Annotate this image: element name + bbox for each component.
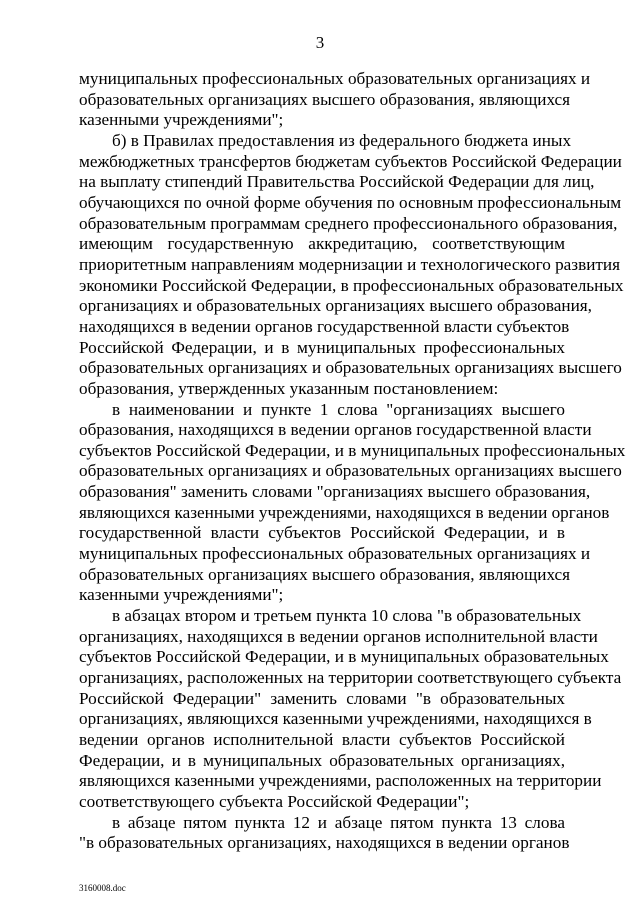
text-line: образования" заменить словами "организациях высшего образования, xyxy=(79,482,591,502)
text-line: в абзацах втором и третьем пункта 10 слова "в образовательных xyxy=(112,606,582,626)
text-line: казенными учреждениями"; xyxy=(79,110,284,130)
text-line: муниципальных профессиональных образовательных организациях и xyxy=(79,544,591,564)
paragraph xyxy=(79,812,570,854)
text-line: образования, утвержденных указанным постановлением: xyxy=(79,378,499,398)
text-line: б) в Правилах предоставления из федерального бюджета иных xyxy=(112,130,572,150)
text-line: приоритетным направлениям модернизации и технологического развития xyxy=(79,254,621,274)
text-line: Российской Федерации" заменить словами "в образовательных xyxy=(79,688,565,708)
text-line: ведении органов исполнительной власти субъектов Российской xyxy=(79,730,565,749)
text-line: образовательных организациях и образовательных организациях высшего xyxy=(79,461,622,481)
text-line: организациях, расположенных на территории соответствующего субъекта xyxy=(79,668,622,688)
text-line: в абзаце пятом пункта 12 и абзаце пятом пункта 13 слова xyxy=(112,812,565,832)
text-line: "в образовательных организациях, находящихся в ведении органов xyxy=(79,833,570,853)
footer-file-name: 3160008.doc xyxy=(79,883,126,893)
text-line: на выплату стипендий Правительства Российской Федерации для лиц, xyxy=(79,172,595,192)
text-line: обучающихся по очной форме обучения по основным профессиональным xyxy=(79,192,622,212)
text-line: соответствующего субъекта Российской Федерации"; xyxy=(79,791,470,811)
text-line: межбюджетных трансфертов бюджетам субъектов Российской Федерации xyxy=(79,151,622,171)
paragraph xyxy=(79,130,624,400)
text-line: являющихся казенными учреждениями, находящихся в ведении органов xyxy=(79,502,610,522)
text-line: Федерации, и в муниципальных образовательных организациях, xyxy=(79,750,565,770)
text-line: организациях, являющихся казенными учреждениями, находящихся в xyxy=(79,709,592,729)
document-body xyxy=(79,69,626,854)
text-line: образовательных организациях высшего образования, являющихся xyxy=(79,89,571,109)
text-line: образовательным программам среднего профессионального образования, xyxy=(79,213,618,233)
paragraph xyxy=(79,399,626,607)
text-line: организациях, находящихся в ведении органов исполнительной власти xyxy=(79,626,598,646)
paragraph xyxy=(79,69,591,131)
text-line: организациях и образовательных организациях высшего образования, xyxy=(79,296,592,316)
text-line: казенными учреждениями"; xyxy=(79,585,284,605)
text-line: являющихся казенными учреждениями, расположенных на территории xyxy=(79,771,602,791)
page-number: 3 xyxy=(315,33,325,52)
text-line: государственной власти субъектов Российской Федерации, и в xyxy=(79,523,565,543)
text-line: имеющим государственную аккредитацию, соответствующим xyxy=(79,234,565,254)
text-line: субъектов Российской Федерации, и в муниципальных образовательных xyxy=(79,647,609,667)
text-line: образования, находящихся в ведении органов государственной власти xyxy=(79,420,592,440)
text-line: субъектов Российской Федерации, и в муниципальных профессиональных xyxy=(79,440,626,460)
text-line: образовательных организациях высшего образования, являющихся xyxy=(79,564,571,584)
text-line: находящихся в ведении органов государственной власти субъектов xyxy=(79,316,570,336)
text-line: в наименовании и пункте 1 слова "организациях высшего xyxy=(112,399,565,419)
text-line: муниципальных профессиональных образовательных организациях и xyxy=(79,69,591,88)
text-line: экономики Российской Федерации, в профессиональных образовательных xyxy=(79,275,624,295)
paragraph xyxy=(79,606,622,813)
text-line: образовательных организациях и образовательных организациях высшего xyxy=(79,358,622,378)
text-line: Российской Федерации, и в муниципальных профессиональных xyxy=(79,337,565,357)
